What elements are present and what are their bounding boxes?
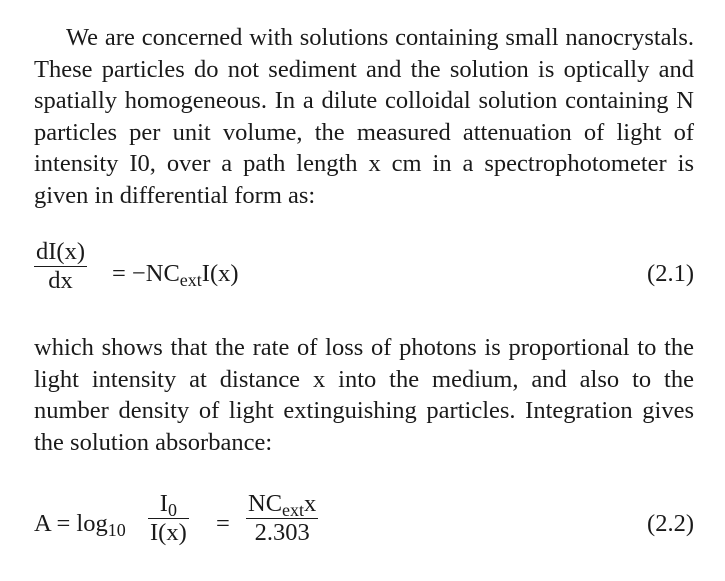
paragraph-intro: We are concerned with solutions containing small nanocrystals. These particles do not sediment and the solution is optically and spatially homogeneous. In a dilute colloidal solution containing N particles per unit volume, the measured attenuation of light of intensity I0, over a path length x cm in a spectrophotometer is given in differential form as:: [34, 24, 694, 209]
equation-number: (2.1): [647, 260, 694, 287]
equation-2-1: [34, 238, 694, 308]
paragraph-integration: which shows that the rate of loss of photons is proportional to the light intensity at distance x into the medium, and also to the number density of light extinguishing particles. Integration gives the solution absorbance:: [34, 334, 694, 456]
eq2-lhs: $A = \log_{10}$: [34, 510, 126, 540]
derivative-fraction: [34, 238, 87, 295]
eq2-equals: =: [216, 510, 230, 537]
eq2-f1-denominator: I(x): [150, 519, 187, 546]
intensity-fraction: [148, 490, 189, 547]
eq2-f2-numerator: $NC_{ext}x$: [248, 490, 317, 520]
equation-2-2: [34, 490, 694, 570]
eq2-f2-denominator: 2.303: [254, 519, 310, 546]
absorbance-fraction: [246, 490, 318, 547]
eq2-f1-numerator: $I_0$: [159, 490, 177, 520]
eq1-numerator: dI(x): [36, 238, 85, 265]
eq1-denominator: dx: [48, 267, 73, 294]
eq1-rhs: = $-NC_{ext}I(x)$: [112, 260, 239, 290]
equation-number: (2.2): [647, 510, 694, 537]
